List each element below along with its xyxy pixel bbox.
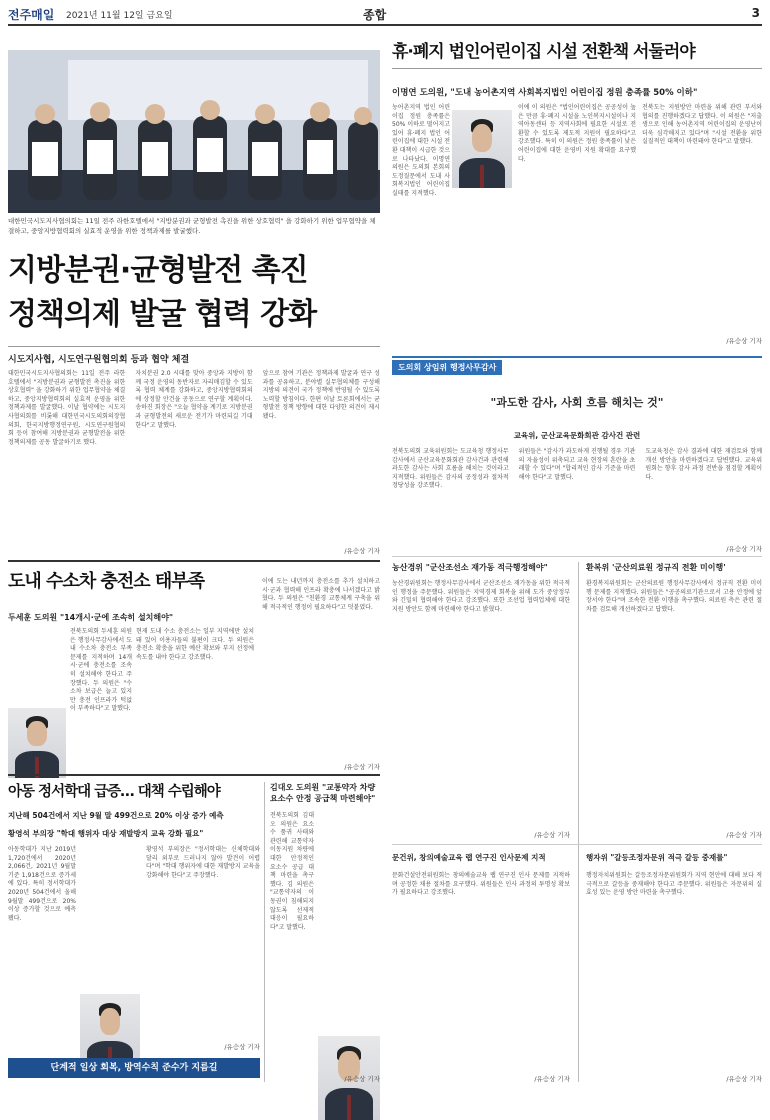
lead-body-col2: 자치분권 2.0 시대를 맞아 중앙과 지방이 함께 국정 운영의 동반자로 자리매김할 수 있도록 협력 체계를 강화하고, 중앙지방협력회의에 상정할 안건을 공동으로 연구할 계획이다. 송하진 회장은 "오늘 협약을 계기로 지방분권과 균형발전의 새로운 전기가 마련되길 기대한다"고 말했다. <box>135 370 253 429</box>
kim-body-intro: 전북도의회 김대오 의원은 요소수 품귀 사태와 관련해 교통약자 이동지원 차량에 대한 안정적인 요소수 공급 대책 마련을 촉구했다. 김 의원은 "교통약자의 이동권이 침해되지 않도록 선제적 대응이 필요하다"고 말했다. <box>270 812 314 931</box>
column-divider <box>264 782 265 1082</box>
kim-byline: /유승상 기자 <box>344 1075 380 1083</box>
child-abuse-subtitle1: 지난해 504건에서 지난 9월 말 499건으로 20% 이상 증가 예측 <box>8 811 224 820</box>
culture-headline: 문건위, 창의예술교육 랩 연구진 인사문제 지적 <box>392 853 546 862</box>
audit-body <box>392 448 762 543</box>
ceremony-photo-illustration <box>8 50 380 213</box>
welfare-byline: /유승상 기자 <box>726 831 762 839</box>
audit-body-col1: 전북도의회 교육위원회는 도교육청 행정사무감사에서 군산교육문화회관 감사건과 관련해 과도한 감사는 사회 흐름을 해치는 것이라고 지적했다. 위원들은 감사의 공정성과 절차적 정당성을 강조했다. <box>392 448 509 490</box>
daycare-body-col3: 전북도는 지원방안 마련을 위해 관련 부서와 협의를 진행하겠다고 답했다. 이 의원은 "저출생으로 인해 농어촌지역 어린이집의 운영난이 더욱 심각해지고 있다"며 "시설 전환을 위한 실질적인 대책이 마련돼야 한다"고 말했다. <box>642 104 762 146</box>
newspaper-name: 전주매일 <box>8 8 55 22</box>
agri-headline: 농산경위 "군산조선소 재가동 적극행정해야" <box>392 563 548 572</box>
kim-headline: 김대오 도의원 "교통약자 차량 요소수 안정 공급책 마련해야" <box>270 783 376 803</box>
hydrogen-subtitle: 두세훈 도의원 "14개시·군에 조속히 설치해야" <box>8 613 174 622</box>
agri-byline: /유승상 기자 <box>534 831 570 839</box>
child-abuse-headline: 아동 정서학대 급증… 대책 수립해야 <box>8 784 220 800</box>
hydrogen-body-col2: 현재 도내 수소 충전소는 일부 지역에만 설치돼 있어 이용자들의 불편이 크다. 두 의원은 충전소 확충을 위한 예산 확보와 부지 선정에 속도를 내야 한다고 강조했다. <box>136 628 254 661</box>
hydrogen-byline: /유승상 기자 <box>344 763 380 771</box>
divider <box>392 844 762 845</box>
lee-myeongyeon-portrait <box>452 110 512 188</box>
lead-byline: /유승상 기자 <box>344 547 380 555</box>
child-abuse-body-col1: 아동학대가 지난 2019년 1,720건에서 2020년 2,066건, 2021년 9월말 기준 1,918건으로 증가세에 있다. 특히 정서학대가 2020년 504건에서 올해 9월말 499건으로 20% 이상 증가할 것으로 예측됐다. <box>8 846 76 922</box>
gov-headline: 행자위 "갈등조정자문위 적극 갈등 중재를" <box>586 853 728 862</box>
audit-quote-headline: "과도한 감사, 사회 흐름 해치는 것" <box>490 396 664 409</box>
lead-photo <box>8 50 380 213</box>
lead-headline-line2: 정책의제 발굴 협력 강화 <box>8 297 317 332</box>
box-top-rule <box>392 356 762 358</box>
welfare-headline: 환복위 '군산의료원 정규직 전환 미이행' <box>586 563 726 572</box>
welfare-body: 환경복지위원회는 군산의료원 행정사무감사에서 정규직 전환 미이행 문제를 지적했다. 위원들은 "공공의료기관으로서 고용 안정에 앞장서야 한다"며 조속한 전환 이행을 촉구했다. 의료원 측은 관련 절차를 검토해 개선하겠다고 답했다. <box>586 580 762 613</box>
audit-byline: /유승상 기자 <box>726 545 762 553</box>
lead-body <box>8 370 380 548</box>
page-header <box>8 6 762 26</box>
daycare-headline: 휴·폐지 법인어린이집 시설 전환책 서둘러야 <box>392 42 695 62</box>
section-name: 종합 <box>363 8 387 22</box>
du-sehun-portrait <box>8 708 66 778</box>
divider <box>392 68 762 69</box>
daycare-subtitle: 이명연 도의원, "도내 농어촌지역 사회복지법인 어린이집 정원 충족률 50% 이하" <box>392 88 698 98</box>
lead-body-col1: 대한민국시도지사협의회는 11일 전주 라한호텔에서 "지방분권과 균형발전 촉진을 위한 상호협력" 을 강화하기 위한 업무협약을 체결하고, 중앙지방협력회의 실효적 운영을 위한 정책과제를 발굴했다. 이날 협약에는 시도지사협의회를 비롯해 대한민국시도의회의장협의회, 한국지방행정연구원, 시도연구원협의회 등이 참여해 지방분권과 균형발전을 위한 정책의제를 공동 발굴하기로 했다. <box>8 370 126 446</box>
hydrogen-body-col3: 이에 도는 내년까지 충전소를 추가 설치하고 시·군과 협력해 인프라 확충에 나서겠다고 밝혔다. 두 의원은 "친환경 교통체계 구축을 위해 적극적인 행정이 필요하다"고 덧붙였다. <box>262 578 380 611</box>
child-abuse-byline: /유승상 기자 <box>224 1043 260 1051</box>
bottom-banner: 단계적 일상 회복, 방역수칙 준수가 지름길 <box>8 1058 260 1078</box>
audit-body-col3: 도교육청은 감사 결과에 대한 재검토와 함께 개선 방안을 마련하겠다고 답변했다. 교육위원회는 향후 감사 과정 전반을 점검할 계획이다. <box>645 448 763 481</box>
lead-headline-line1: 지방분권·균형발전 촉진 <box>8 253 308 288</box>
column-divider <box>578 562 579 1082</box>
daycare-body-col1: 농어촌지역 법인 어린이집 정원 충족률은 50% 이하로 떨어지고 있어 휴·폐지 법인 어린이집에 대한 시설 전환 대책이 시급한 것으로 나타났다. 이명연 의원은 도의회 본회의 도정질문에서 도내 사회복지법인 어린이집 실태를 지적했다. <box>392 104 450 197</box>
hydrogen-body-col1: 전북도의회 두세훈 의원은 행정사무감사에서 도내 수소차 충전소 부족 문제를 지적하며 14개 시·군에 충전소를 조속히 설치해야 한다고 주장했다. 두 의원은 "수소차 보급은 늘고 있지만 충전 인프라가 턱없이 부족하다"고 말했다. <box>70 628 132 713</box>
divider <box>8 346 380 347</box>
lead-subtitle: 시도지사협, 시도연구원협의회 등과 협약 체결 <box>8 355 190 365</box>
child-abuse-subtitle2: 황영석 부의장 "학대 행위자 대상 재발방지 교육 강화 필요" <box>8 829 204 838</box>
hydrogen-headline: 도내 수소차 충전소 태부족 <box>8 571 205 592</box>
gov-body: 행정자치위원회는 갈등조정자문위원회가 지역 현안에 대해 보다 적극적으로 갈등을 중재해야 한다고 주문했다. 위원들은 자문위의 실효성 있는 운영 방안 마련을 촉구했다. <box>586 872 762 897</box>
page-number: 3 <box>751 6 760 20</box>
audit-section-label: 도의회 상임위 행정사무감사 <box>392 360 502 375</box>
daycare-body-col2: 이에 이 의원은 "법인어린이집은 공공성이 높은 만큼 휴·폐지 시설을 노인복지시설이나 지역아동센터 등 지역사회에 필요한 시설로 전환할 수 있도록 제도적 지원이 필요하다"고 강조했다. 특히 이 의원은 정원 충족률이 낮은 어린이집에 대한 운영비 지원 확대를 요구했다. <box>518 104 636 163</box>
audit-body-col2: 위원들은 "감사가 과도하게 진행될 경우 기관의 자율성이 위축되고 교육 현장의 혼란을 초래할 수 있다"며 "합리적인 감사 기준을 마련해야 한다"고 말했다. <box>518 448 636 481</box>
issue-date: 2021년 11월 12일 금요일 <box>66 11 173 21</box>
child-abuse-body-col2: 황영석 부의장은 "정서학대는 신체학대와 달리 외부로 드러나지 않아 발견이 어렵다"며 "학대 행위자에 대한 재발방지 교육을 강화해야 한다"고 주장했다. <box>146 846 260 879</box>
divider <box>8 774 380 776</box>
lead-photo-caption: 대한민국시도지사협의회는 11일 전주 라한호텔에서 "지방분권과 균형발전 촉진을 위한 상호협력" 을 강화하기 위한 업무협약을 체결하고, 중앙지방협력회의 실효적 운영을 위한 정책과제를 발굴했다. <box>8 217 376 235</box>
culture-body: 문화건설안전위원회는 창의예술교육 랩 연구진 인사 문제를 지적하며 공정한 채용 절차를 요구했다. 위원들은 인사 과정의 투명성 확보가 필요하다고 강조했다. <box>392 872 570 897</box>
audit-subhead: 교육위, 군산교육문화회관 감사건 관련 <box>513 431 641 440</box>
culture-byline: /유승상 기자 <box>534 1075 570 1083</box>
divider <box>392 556 762 557</box>
gov-byline: /유승상 기자 <box>726 1075 762 1083</box>
divider <box>8 560 380 562</box>
lead-body-col3: 앞으로 참여 기관은 정책과제 발굴과 연구 성과를 공유하고, 분야별 실무협의체를 구성해 지방의 의견이 국가 정책에 반영될 수 있도록 노력할 방침이다. 한편 이날 토론회에서는 균형발전 정책 방향에 대한 다양한 의견이 제시됐다. <box>262 370 380 420</box>
agri-body: 농산경위원회는 행정사무감사에서 군산조선소 재가동을 위한 적극적인 행정을 주문했다. 위원들은 지역경제 회복을 위해 도가 중앙정부와 긴밀히 협력해야 한다고 강조했다. 또한 조선업 협력업체에 대한 지원 방안도 함께 마련해야 한다고 밝혔다. <box>392 580 570 613</box>
daycare-byline: /유승상 기자 <box>726 337 762 345</box>
